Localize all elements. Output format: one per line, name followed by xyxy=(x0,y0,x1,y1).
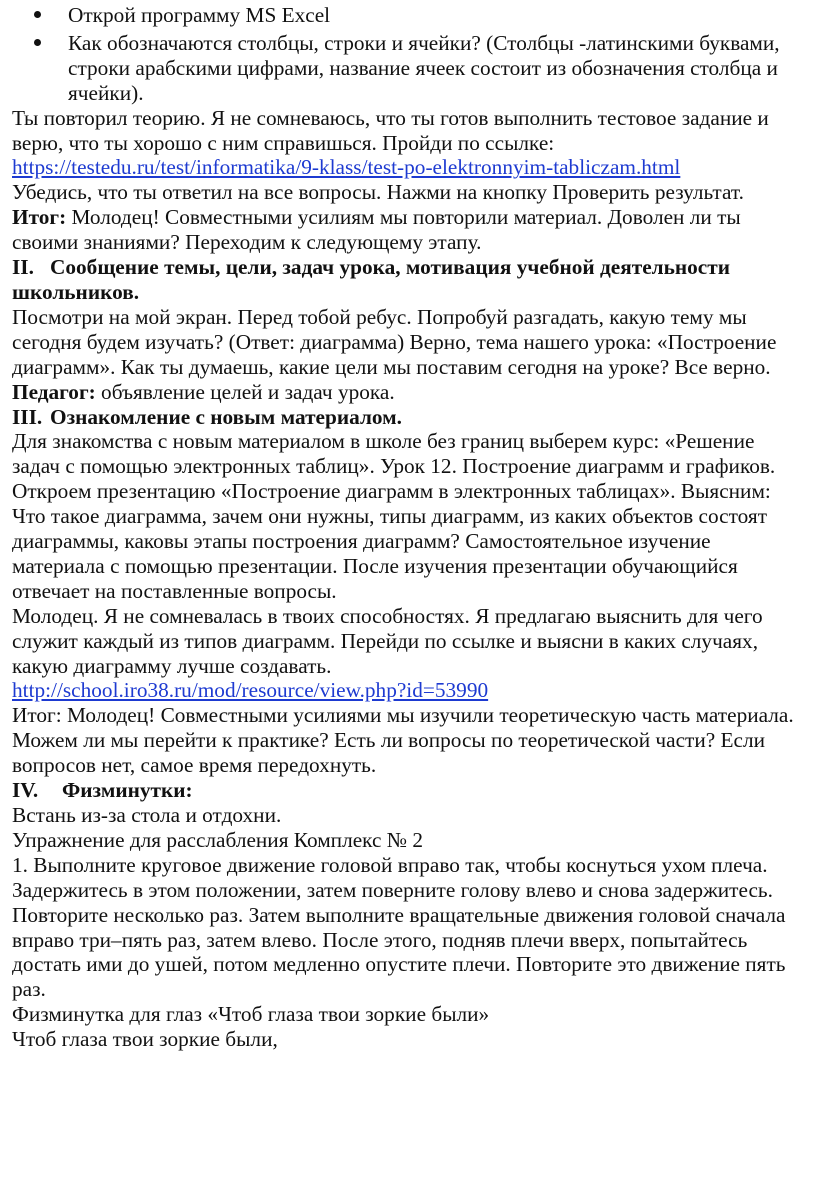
paragraph-questions: Что такое диаграмма, зачем они нужны, типы диаграмм, из каких объектов состоят диаграммы, каковы этапы построения диаграмм? Самостоятельное изучение материала с помощью презентации. После изучения презентации обучающийся отвечает на поставленные вопросы. xyxy=(12,504,767,603)
paragraph-exercise-title: Упражнение для расслабления Комплекс № 2 xyxy=(12,827,424,852)
paragraph-poem-line: Чтоб глаза твои зоркие были, xyxy=(12,1027,278,1052)
section-heading-3: III. Ознакомление с новым материалом. xyxy=(12,404,402,429)
paragraph-result: Итог: Молодец! Совместными усилиям мы повторили материал. Доволен ли ты своими знаниями? Переходим к следующему этапу. xyxy=(12,205,741,255)
paragraph-praise: Молодец. Я не сомневалась в твоих способностях. Я предлагаю выяснить для чего служит каждый из типов диаграмм. Перейди по ссылке и выясни в каких случаях, какую диаграмму лучше создавать. xyxy=(12,603,763,678)
paragraph-exercise: 1. Выполните круговое движение головой вправо так, чтобы коснуться ухом плеча. Задержитесь в этом положении, затем поверните голову влево и снова задержитесь. Повторите несколько раз. Затем выполните вращательные движения головой сначала вправо три–пять раз, затем влево. После этого, подняв плечи вверх, попытайтесь достать ими до ушей, потом медленно опустите плечи. Повторите это движение пять раз. xyxy=(12,852,786,1002)
paragraph-link-2 xyxy=(12,678,804,703)
paragraph-course: Для знакомства с новым материалом в школе без границ выберем курс: «Решение задач с помощью электронных таблиц». Урок 12. Построение диаграмм и графиков. Откроем презентацию «Построение диаграмм в электронных таблицах». Выясним: xyxy=(12,429,776,504)
paragraph-eye-exercise-title: Физминутка для глаз «Чтоб глаза твои зоркие были» xyxy=(12,1002,490,1027)
paragraph-check: Убедись, что ты ответил на все вопросы. Нажми на кнопку Проверить результат. xyxy=(12,180,744,205)
paragraph-link-1 xyxy=(12,155,804,180)
paragraph-summary: Итог: Молодец! Совместными усилиями мы изучили теоретическую часть материала. Можем ли мы перейти к практике? Есть ли вопросы по теоретической части? Если вопросов нет, самое время передохнуть. xyxy=(12,703,794,778)
section-heading-4: IV. Физминутки: xyxy=(12,778,193,803)
bullet-item: Как обозначаются столбцы, строки и ячейки? (Столбцы -латинскими буквами, строки арабскими цифрами, название ячеек состоит из обозначения столбца и ячейки). xyxy=(12,31,804,106)
section-heading-2: II. Сообщение темы, цели, задач урока, мотивация учебной деятельности школьников. xyxy=(12,255,730,304)
bullet-list xyxy=(12,3,804,106)
paragraph-stand-up: Встань из-за стола и отдохни. xyxy=(12,803,282,827)
bullet-item: Открой программу MS Excel xyxy=(12,3,804,28)
paragraph-teacher: Педагог: объявление целей и задач урока. xyxy=(12,379,395,404)
resource-link[interactable]: http://school.iro38.ru/mod/resource/view.php?id=53990 xyxy=(12,678,489,703)
bullet-dot-icon xyxy=(34,39,41,46)
paragraph-rebus: Посмотри на мой экран. Перед тобой ребус. Попробуй разгадать, какую тему мы сегодня будем изучать? (Ответ: диаграмма) Верно, тема нашего урока: «Построение диаграмм». Как ты думаешь, какие цели мы поставим сегодня на уроке? Все верно. xyxy=(12,304,777,379)
bullet-dot-icon xyxy=(34,11,41,18)
paragraph-theory: Ты повторил теорию. Я не сомневаюсь, что ты готов выполнить тестовое задание и верю, что ты хорошо с ним справишься. Пройди по ссылке: xyxy=(12,105,769,155)
test-link[interactable]: https://testedu.ru/test/informatika/9-klass/test-po-elektronnyim-tabliczam.html xyxy=(12,155,681,180)
